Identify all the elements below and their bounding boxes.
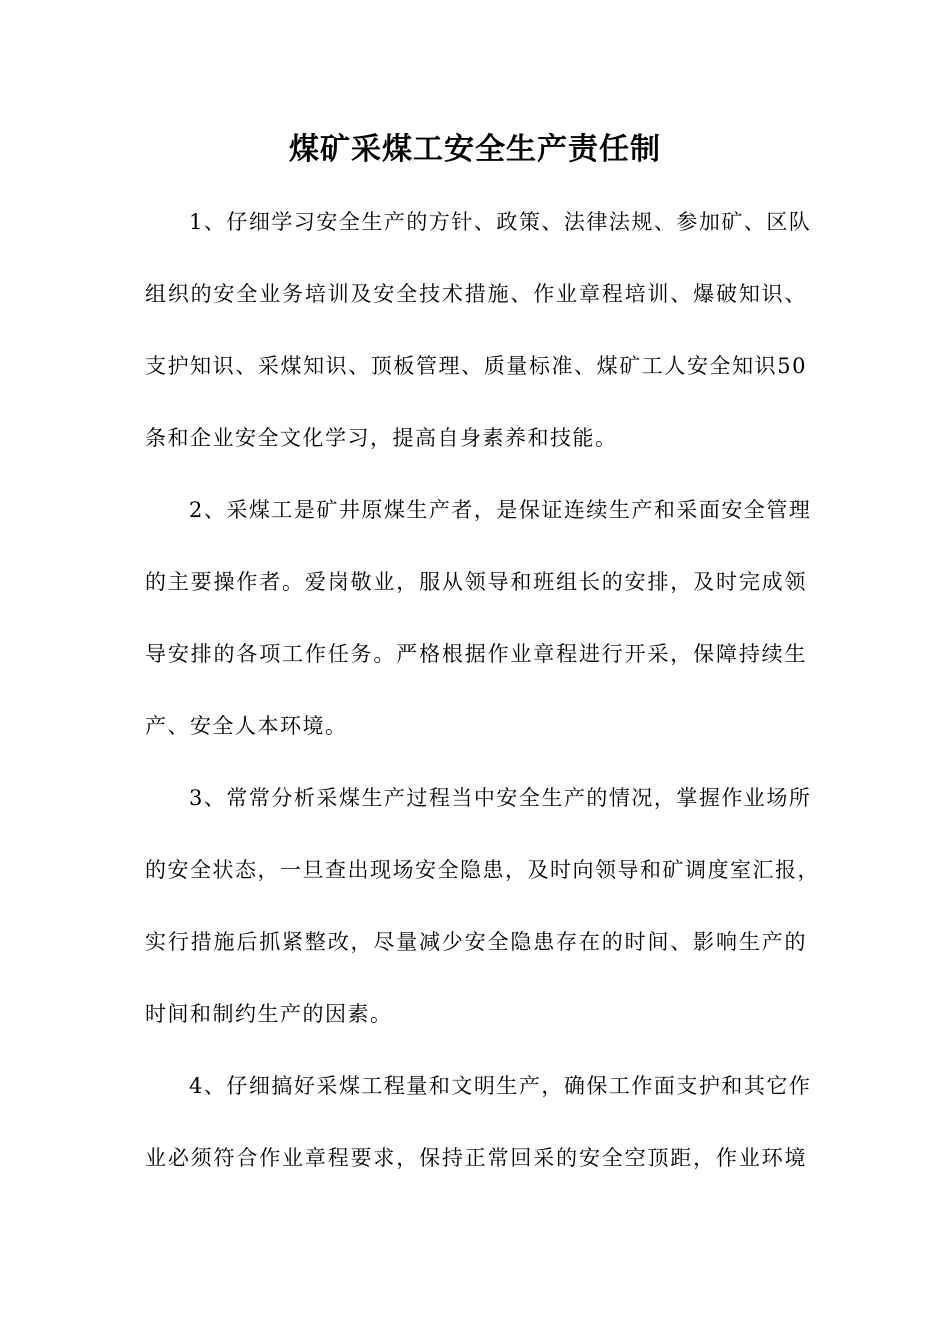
paragraph-3-line-2: 的安全状态，一旦查出现场安全隐患，及时向领导和矿调度室汇报， bbox=[145, 858, 820, 882]
paragraph-2-line-4: 产、安全人本环境。 bbox=[145, 714, 348, 738]
document-body bbox=[145, 186, 820, 1194]
paragraph-1-line-3: 支护知识、采煤知识、顶板管理、质量标准、煤矿工人安全知识50 bbox=[145, 354, 807, 378]
paragraph-2-line-2: 的主要操作者。爱岗敬业，服从领导和班组长的安排，及时完成领 bbox=[145, 570, 807, 594]
paragraph-4-line-2: 业必须符合作业章程要求，保持正常回采的安全空顶距，作业环境 bbox=[145, 1146, 807, 1170]
paragraph-1-line-2: 组织的安全业务培训及安全技术措施、作业章程培训、爆破知识、 bbox=[145, 282, 807, 306]
paragraph-2-line-3: 导安排的各项工作任务。严格根据作业章程进行开采，保障持续生 bbox=[145, 642, 807, 666]
document-title: 煤矿采煤工安全生产责任制 bbox=[289, 132, 661, 167]
paragraph-2-line-1: 2、采煤工是矿井原煤生产者，是保证连续生产和采面安全管理 bbox=[189, 498, 812, 522]
paragraph-3-line-3: 实行措施后抓紧整改，尽量减少安全隐患存在的时间、影响生产的 bbox=[145, 930, 807, 954]
paragraph-3-line-1: 3、常常分析采煤生产过程当中安全生产的情况，掌握作业场所 bbox=[189, 786, 812, 810]
paragraph-4-line-1: 4、仔细搞好采煤工程量和文明生产，确保工作面支护和其它作 bbox=[189, 1074, 812, 1098]
paragraph-1-line-1: 1、仔细学习安全生产的方针、政策、法律法规、参加矿、区队 bbox=[189, 210, 812, 234]
paragraph-1-line-4: 条和企业安全文化学习，提高自身素养和技能。 bbox=[145, 426, 618, 450]
paragraph-3-line-4: 时间和制约生产的因素。 bbox=[145, 1002, 393, 1026]
